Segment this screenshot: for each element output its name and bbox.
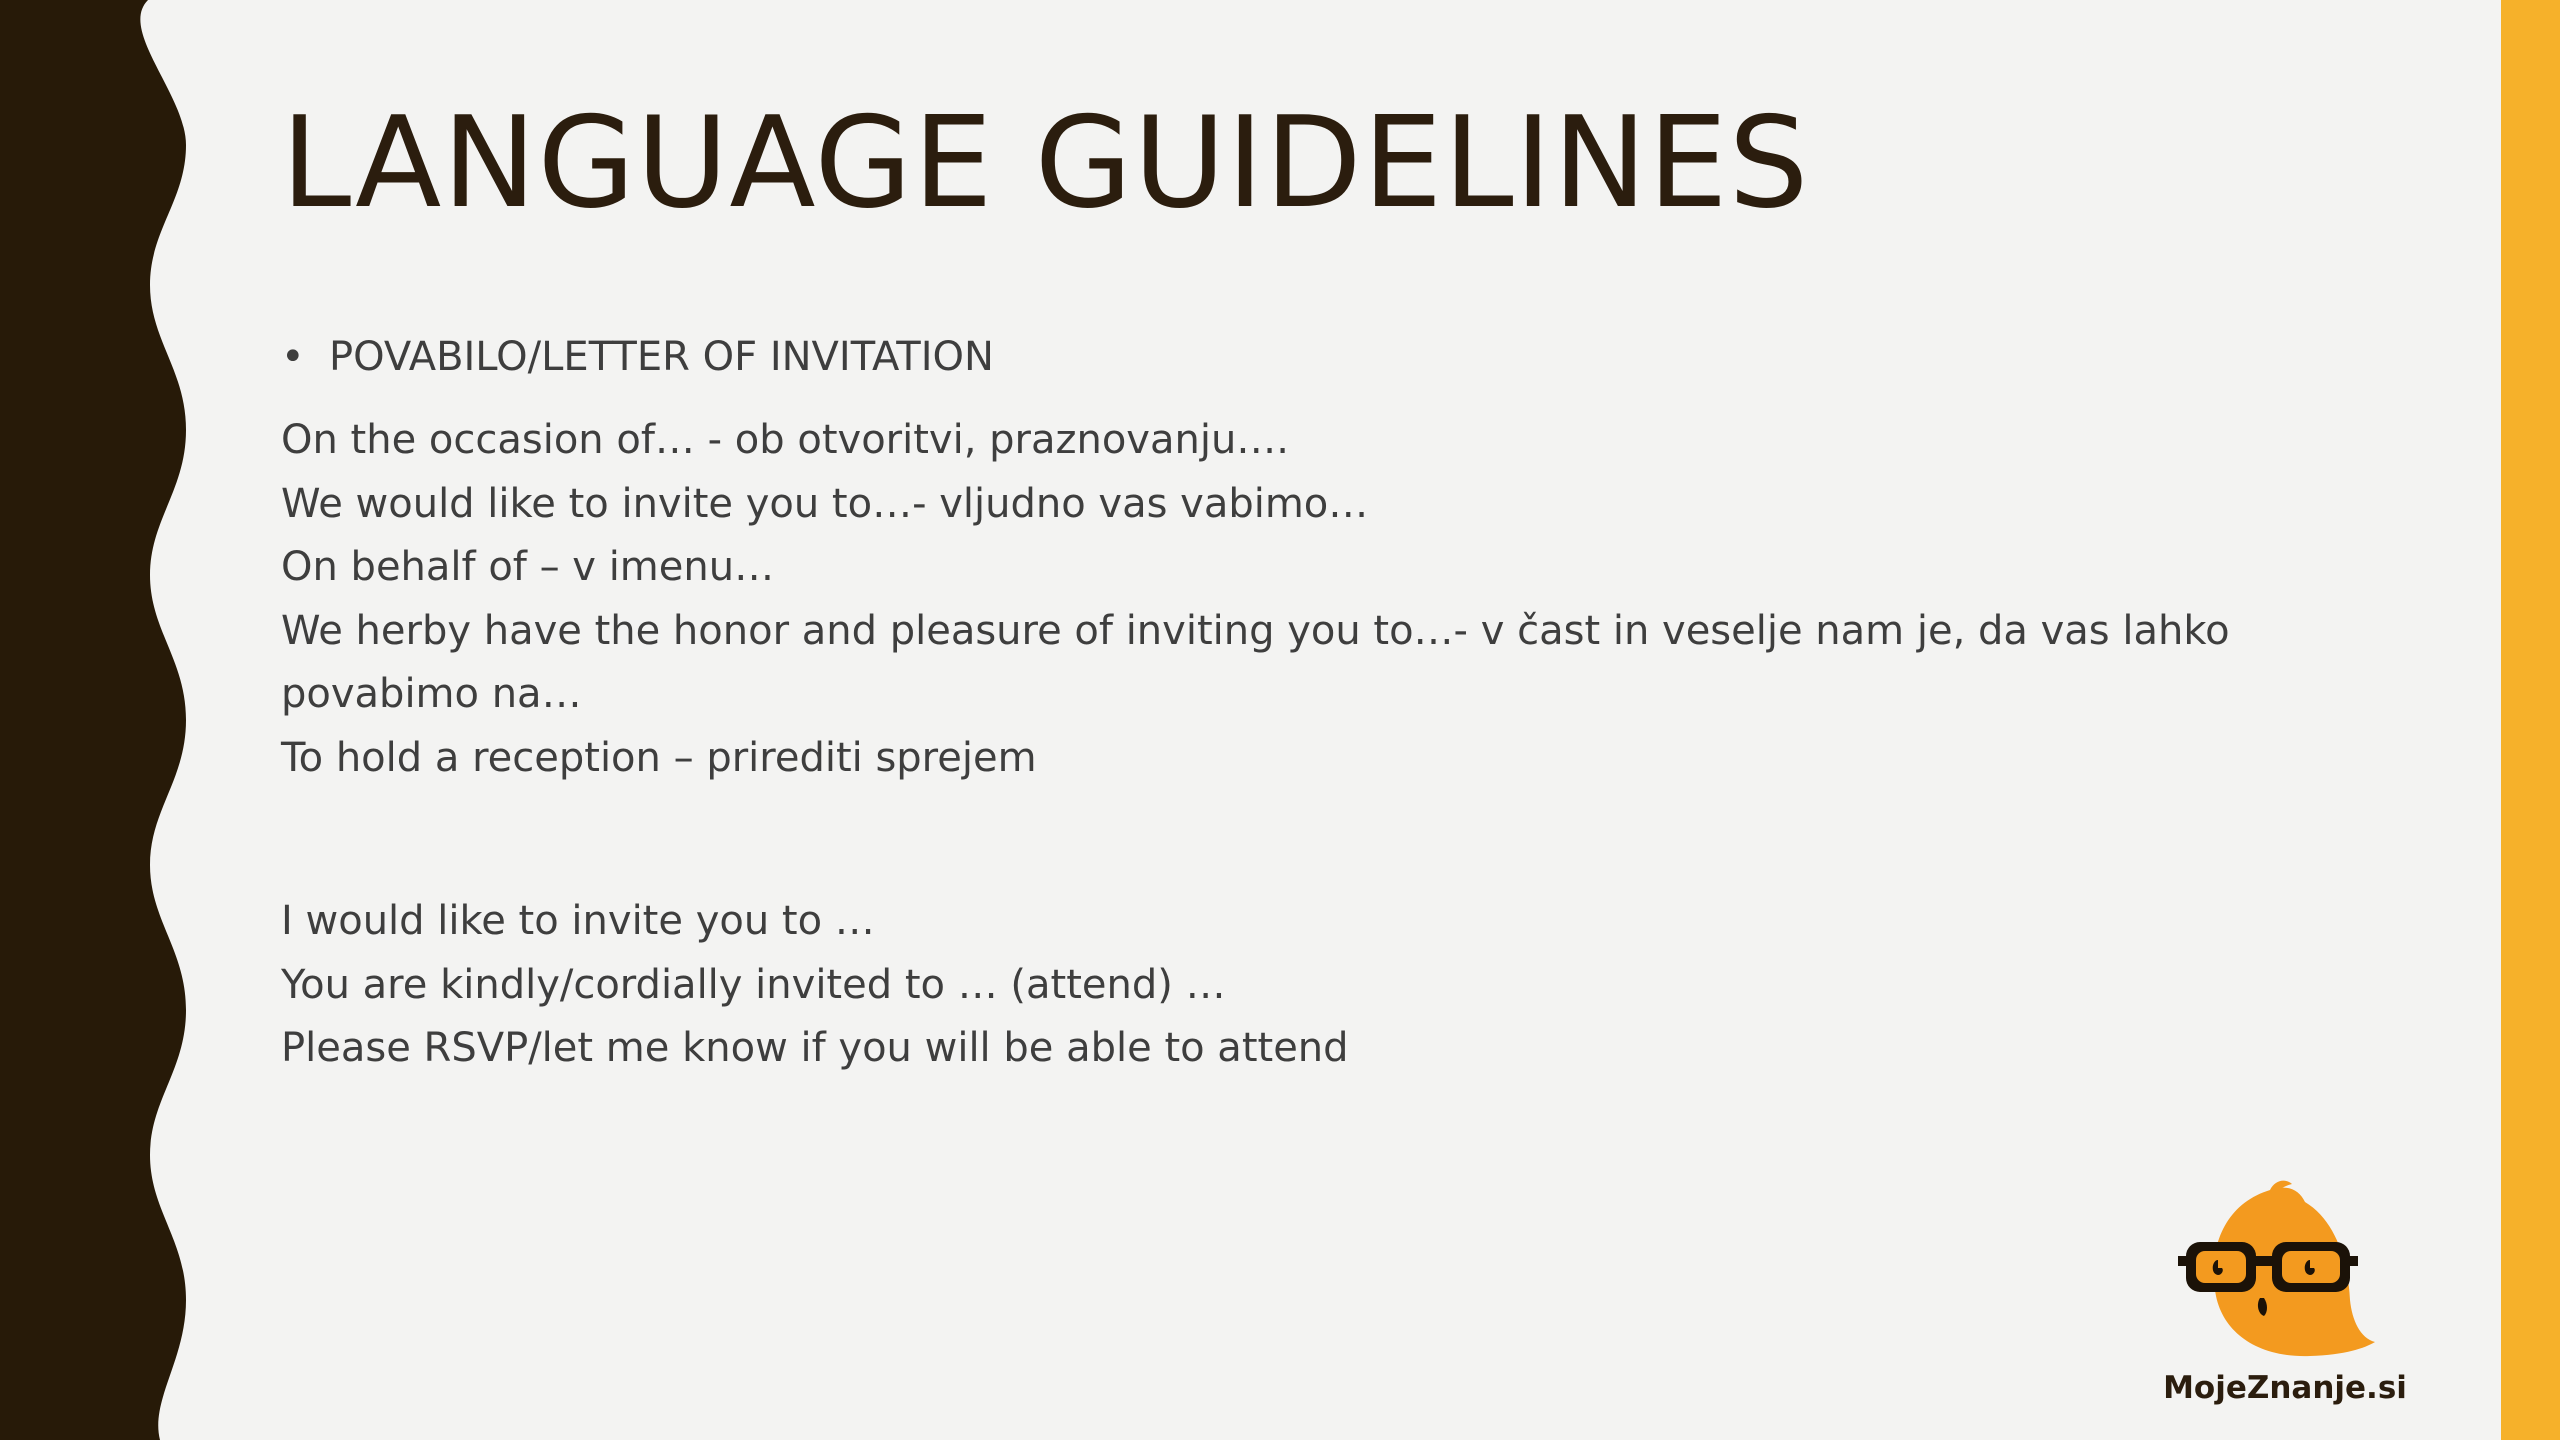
- phrase-line: On behalf of – v imenu…: [281, 544, 775, 590]
- phrase-line: We would like to invite you to…- vljudno vas vabimo…: [281, 480, 1369, 527]
- phrase-line: You are kindly/cordially invited to … (attend) …: [281, 961, 1226, 1008]
- right-accent-band: [2501, 0, 2560, 1440]
- phrase-line: We herby have the honor and pleasure of inviting you to…- v čast in veselje nam je, da vas lahko povabimo na…: [281, 607, 2230, 717]
- logo-text: MojeZnanje.si: [2163, 1370, 2407, 1406]
- slide-title: LANGUAGE GUIDELINES: [281, 89, 1810, 236]
- phrase-line: On the occasion of… - ob otvoritvi, praznovanju….: [281, 417, 1290, 463]
- bullet-item: [281, 325, 2281, 389]
- bullet-heading: POVABILO/LETTER OF INVITATION: [329, 334, 994, 380]
- spacer: [281, 790, 2281, 890]
- phrase-line: To hold a reception – prirediti sprejem: [281, 734, 1037, 781]
- phrase-list-english: [281, 890, 2281, 1081]
- logo: [2160, 1180, 2410, 1410]
- owl-mascot-icon: [2160, 1180, 2410, 1370]
- bullet-dot-icon: •: [281, 334, 305, 380]
- phrase-list-slovenian: [281, 409, 2281, 790]
- left-decorative-band: [0, 0, 190, 1440]
- phrase-line: Please RSVP/let me know if you will be able to attend: [281, 1025, 1349, 1071]
- slide-content: [281, 325, 2281, 1081]
- phrase-line: I would like to invite you to …: [281, 898, 875, 944]
